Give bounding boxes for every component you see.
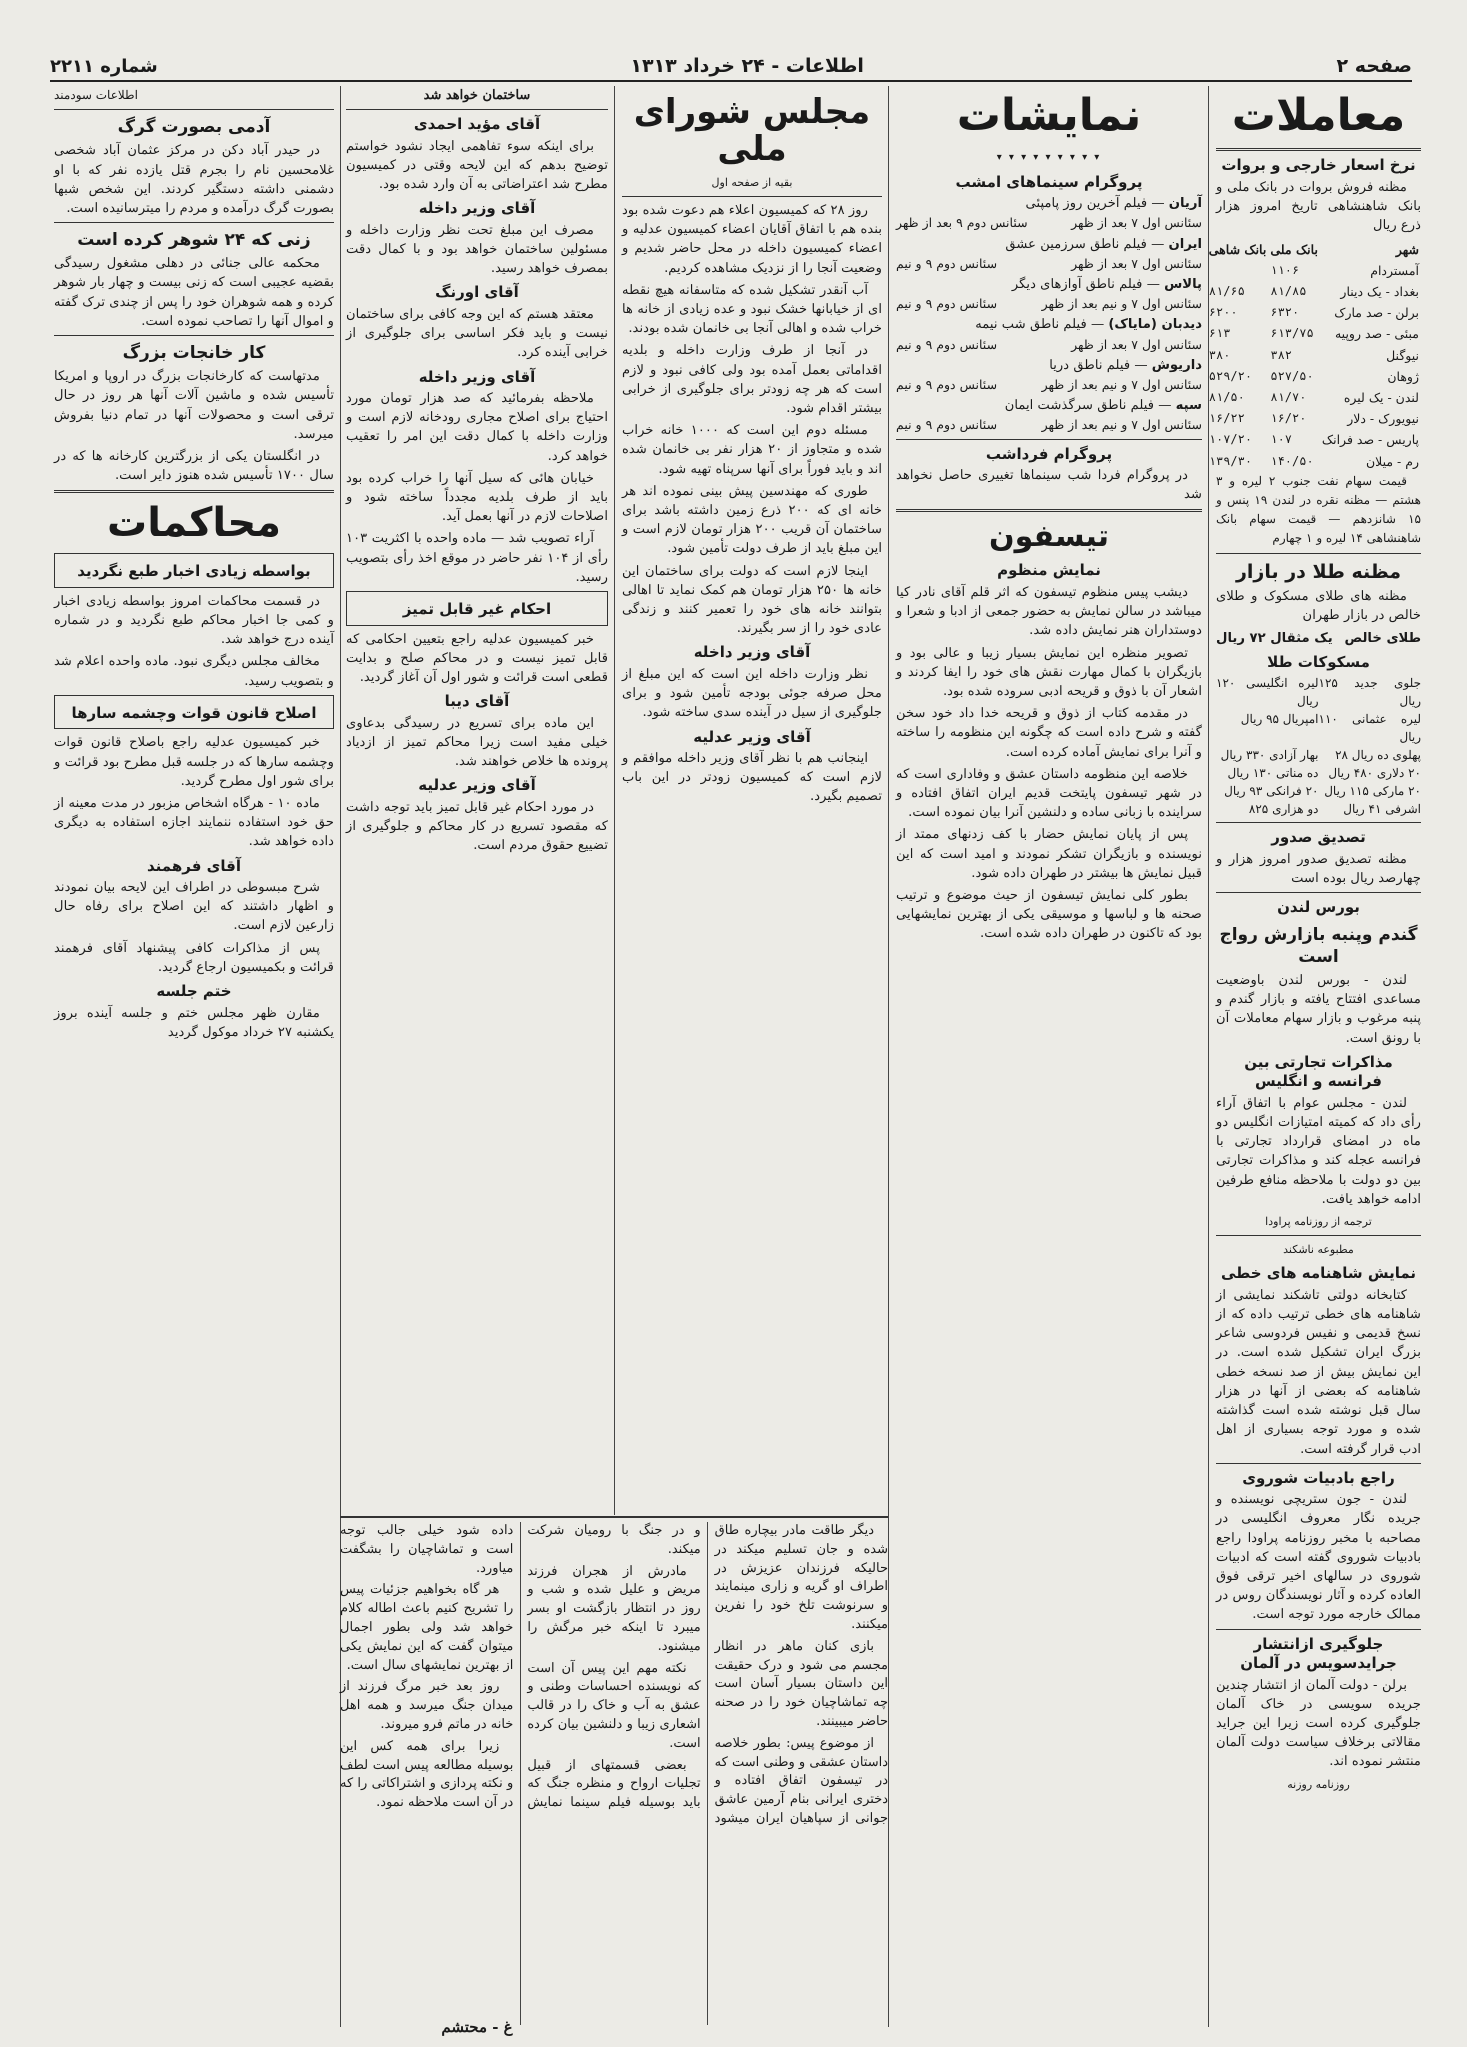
- coin-item: لیره عثمانی ۱۱۰ ریال: [1318, 712, 1421, 745]
- bottom-band: [340, 1522, 888, 2025]
- debate-s7-text: در مورد احکام غیر قابل تمیز باید توجه داشت که مقصود تسریع در کار محاکم و جلوگیری از تضییع حقوق مردم است.: [346, 799, 608, 854]
- section-title-parliament: مجلس شورای ملی: [633, 92, 871, 170]
- rate-melli: ۶۳۲۰: [1270, 305, 1300, 320]
- verse-paragraph: در مقدمه کتاب از ذوق و قریحه خدا داد خود سخن گفته و شرح داده است که چگونه این منظومه را ساخته و آنرا برای نمایش آماده کرده است.: [896, 706, 1202, 760]
- cinema-show-1: سئانس اول ۷ بعد از ظهر: [1071, 336, 1202, 352]
- cinemas-list: [896, 194, 1202, 434]
- rate-row: [1207, 408, 1421, 429]
- debate-s3-heading: آقای اورنگ: [435, 283, 519, 302]
- cinema-name: سپه: [1175, 398, 1202, 414]
- rate-shahi: ۸۱/۵۰: [1208, 389, 1245, 404]
- bottom-paragraph: دیگر طاقت مادر بیچاره طاق شده و جان تسلیم میکند در حالیکه فرزندان عزیزش در اطراف او گریه و زاری مینمایند و سرنوشت تلخ خود را نفرین میکنند.: [714, 1523, 888, 1632]
- exhibit-heading: نمایش شاهنامه های خطی: [1220, 1264, 1417, 1283]
- parliament-subtitle: بقیه از صفحه اول: [711, 175, 793, 189]
- tomorrow-text: در پروگرام فردا شب سینماها تغییری حاصل نخواهد شد: [896, 468, 1202, 503]
- debate-s3-text: معتقد هستم که این وجه کافی برای ساختمان نیست و باید فکر اساسی برای جلوگیری از خرابی آینده کرد.: [346, 306, 608, 361]
- trade-heading: مذاکرات تجارتی بین فرانسه و انگلیس: [1244, 1052, 1393, 1091]
- german-source: روزنامه روزنه: [1287, 1777, 1350, 1791]
- bottom-paragraph: از موضوع پیس: بطور خلاصه داستان عشقی و وطنی است که در تیسفون اتفاق افتاده و دختری ایرانی بنام آرمین عاشق جوانی از سپاهیان ایران میشود و در جنگ با رومیان شرکت میکند.: [527, 1523, 888, 1826]
- bottom-paragraph: زیرا برای همه کس این بوسیله مطالعه پیس است لطف و نکته پردازی و اشتراکاتی را که در آن است ملاحظه نمود.: [340, 1738, 514, 1811]
- coins-heading: مسکوکات طلا: [1267, 652, 1370, 671]
- signature: غ - محتشم: [441, 2018, 513, 2036]
- tomorrow-heading: پروگرام فرداشب: [985, 444, 1113, 463]
- debate-s1-text: برای اینکه سوء تفاهمی ایجاد نشود خواستم توضیح بدهم که این لایحه وقتی در کمیسیون مطرح شد اعتراضاتی به آن وارد شده بود.: [346, 138, 608, 193]
- verse-paragraph: دیشب پیس منظوم تیسفون که اثر قلم آقای نادر کیا میباشد در سالن نمایش به حضور جمعی از ادبا و شعرا و دوستداران هنر نمایش داده شد.: [896, 584, 1202, 639]
- debate-s6-text: این ماده برای تسریع در رسیدگی بدعاوی خیلی مفید است زیرا محاکم تمیز از ازدیاد پرونده ها خلاص خواهند شد.: [346, 715, 608, 770]
- cinema-entry: پالاس — فیلم ناطق آوازهای دیگر سئانس اول ۷ و نیم بعد از ظهر سئانس دوم ۹ و نیم: [896, 275, 1202, 313]
- cinema-name: پالاس: [1164, 276, 1202, 292]
- bottom-band-rule: [340, 1516, 888, 1518]
- rate-row: [1207, 387, 1421, 408]
- qanat-text2: ماده ۱۰ - هرگاه اشخاص مزبور در مدت معینه از حق خود استفاده ننمایند اجازه استفاده به دیگری داده خواهد شد.: [54, 795, 334, 850]
- literature-heading: راجع بادبیات شوروی: [1242, 1468, 1395, 1487]
- coin-item: ده مناتی ۱۳۰ ریال: [1227, 766, 1319, 781]
- header-shahi: بانک شاهی: [1208, 241, 1267, 257]
- parliament-s2-heading: آقای وزیر داخله: [693, 643, 811, 662]
- cinema-entry: دیدبان (مایاک) — فیلم ناطق شب نیمه سئانس اول ۷ بعد از ظهر سئانس دوم ۹ و نیم: [896, 315, 1202, 353]
- page-number: صفحه ۲: [1336, 55, 1412, 77]
- qanat-law-box: [54, 695, 334, 730]
- parliament-paragraph: آب آنقدر تشکیل شده که متاسفانه هیچ نقطه ای از خیابانها خشک نبود و عده زیادی از خانه ها خراب شده و اهالی آنجا بی خانمان شده بودند.: [622, 282, 882, 337]
- farahmand-text2: پس از مذاکرات کافی پیشنهاد آقای فرهمند قرائت و بکمیسیون ارجاع گردید.: [54, 940, 334, 975]
- rate-melli: ۱۴۰/۵۰: [1270, 453, 1314, 468]
- german-text: برلن - دولت آلمان از انتشار چندین جریده سویسی در خاک آلمان جلوگیری کرده است زیرا این جراید مقالاتی برخلاف سیاست دولت آلمان منتشر نموده اند.: [1216, 1677, 1421, 1770]
- rate-shahi: ۶۱۳: [1208, 326, 1231, 341]
- factories-text: مدتهاست که کارخانجات بزرگ در اروپا و امریکا تأسیس شده و ماشین آلات آنها هر روز در حال ترقی است و محصولات آنها در تمام دنیا بفروش میرسد.: [54, 369, 334, 442]
- verse-paragraph: خلاصه این منظومه داستان عشق و وفاداری است که در شهر تیسفون پایتخت قدیم ایران اتفاق افتاده و سراینده با زبانی ساده و دلنشین آنرا بیان نموده است.: [896, 766, 1202, 821]
- german-heading: جلوگیری ازانتشار جرایدسویس در آلمان: [1240, 1634, 1397, 1673]
- rate-row: [1207, 429, 1421, 450]
- rate-melli: ۳۸۲: [1270, 347, 1293, 362]
- column-parliament: [622, 86, 882, 1516]
- parliament-paragraph: مسئله دوم این است که ۱۰۰۰ خانه خراب شده و متجاوز از ۲۰ هزار نفر بی خانمان شده اند و باید فوراً برای آنها سرپناه تهیه شود.: [622, 423, 882, 477]
- cinema-film: فیلم ناطق دریا: [1049, 357, 1131, 373]
- rate-row: [1207, 366, 1421, 387]
- non-appealable-box: [346, 591, 608, 626]
- trials-notice-heading: بواسطه زیادی اخبار طبع نگردید: [77, 562, 311, 581]
- parliament-paragraph: در آنجا از طرف وزارت داخله و بلدیه اقداماتی بعمل آمده بود ولی کافی نبود و لازم است که هر چه زودتر برای جلوگیری از خرابی بیشتر اقدام شود.: [622, 343, 882, 417]
- rate-shahi: [1207, 260, 1269, 281]
- cinema-show-1: سئانس اول ۷ بعد از ظهر: [1071, 255, 1202, 271]
- trade-source: ترجمه از روزنامه پراودا: [1265, 1214, 1372, 1228]
- rate-melli: ۸۱/۸۵: [1270, 283, 1307, 298]
- session-end-heading: ختم جلسه: [156, 982, 232, 1001]
- cinema-show-1: سئانس اول ۷ بعد از ظهر: [1071, 215, 1202, 231]
- debate-s2-text: مصرف این مبلغ تحت نظر وزارت داخله و مسئولین ساختمان خواهد بود و با کمال دقت بمصرف خواهد رسید.: [346, 222, 608, 277]
- rate-shahi: ۱۰۷/۲۰: [1208, 432, 1253, 447]
- gold-heading: مظنه طلا در بازار: [1235, 560, 1402, 583]
- bottom-band-columns: [340, 1522, 888, 2025]
- rates-body: [1207, 260, 1421, 472]
- gold-intro: مظنه های طلای مسکوک و طلای خالص در بازار طهران: [1216, 589, 1421, 624]
- header-city: شهر: [1395, 241, 1419, 257]
- column-debate: [346, 86, 608, 1516]
- rates-intro: مظنه فروش بروات در بانک ملی و بانک شاهنشاهی تاریخ امروز هزار ذرع ریال: [1216, 179, 1421, 234]
- tasdiq-text: مظنه تصدیق صدور امروز هزار و چهارصد ریال بوده است: [1216, 851, 1421, 887]
- coins-list: [1216, 674, 1421, 818]
- parliament-paragraph: اینجا لازم است که دولت برای ساختمان این خانه ها ۲۵۰ هزار تومان هم کمک نماید تا اهالی بتوانند خانه های خود را تعمیر کنند و زندگی عادی خود را از سر بگیرند.: [622, 563, 882, 637]
- parliament-s3-text: اینجانب هم با نظر آقای وزیر داخله موافقم و لازم است که کمیسیون زودتر در این باب تصمیم بگیرد.: [622, 751, 882, 805]
- rate-row: [1207, 345, 1421, 366]
- cinema-film: فیلم ناطق سرزمین عشق: [1005, 236, 1147, 252]
- rate-city: پاریس - صد فرانک: [1321, 432, 1419, 448]
- wolf-heading: آدمی بصورت گرگ: [117, 117, 271, 138]
- verse-paragraph: تصویر منظره این نمایش بسیار زیبا و عالی بود و بازیگران با کمال مهارت نقش های خود را ایفا کردند و اشعار آن با ذوق و قریحه ادبی سروده شده بود.: [896, 645, 1202, 699]
- coin-item: امپریال ۹۵ ریال: [1240, 712, 1319, 727]
- coin-item: ۲۰ مارکی ۱۱۵ ریال: [1324, 784, 1421, 799]
- rate-row: [1207, 281, 1421, 302]
- section-title-shows: نمایشات: [956, 90, 1142, 141]
- bottom-paragraph: بازی کنان ماهر در انظار مجسم می شود و درک حقیقت این داستان بسیار آسان است چه تماشاچیان خود را در صحنه حاضر میبینند.: [714, 1638, 888, 1729]
- farahmand-heading: آقای فرهمند: [147, 856, 241, 875]
- exhibit-text: کتابخانه دولتی تاشکند نمایشی از شاهنامه های خطی ترتیب داده که از نسخ قدیمی و نفیس فردوسی شاعر بزرگ ایران تشکیل شده است. در این نمایش بیش از صد نسخه خطی شاهنامه که بعضی از آنها در هزار سال قبل نوشته شده است گذاشته شده و مورد توجه بسیاری از اهل ادب قرار گرفته است.: [1216, 1287, 1421, 1457]
- tasdiq-heading: تصدیق صدور: [1271, 828, 1366, 847]
- debate-s1-heading: آقای مؤید احمدی: [413, 115, 541, 134]
- factories-heading: کار خانجات بزرگ: [122, 343, 266, 364]
- qanat-text: خبر کمیسیون عدلیه راجع باصلاح قانون قوات وچشمه سارها که در جلسه قبل مطرح بود قرائت و برای شور اول مطرح گردید.: [54, 735, 334, 789]
- cinema-show-2: سئانس دوم ۹ و نیم: [896, 255, 998, 271]
- rate-city: لندن - یک لیره: [1343, 389, 1419, 405]
- table-header-row: [1207, 239, 1421, 260]
- header-melli: بانک ملی: [1270, 241, 1318, 257]
- rate-row: [1207, 451, 1421, 472]
- parliament-paragraph: روز ۲۸ که کمیسیون اعلاء هم دعوت شده بود بنده هم با اتفاق آقایان اعضاء کمیسیون عدلیه و اعضاء کمیسیون داخله در محل حاضر شدیم و وضعیت آنجا را از نزدیک مشاهده کردیم.: [622, 202, 882, 276]
- coin-item: بهار آزادی ۳۳۰ ریال: [1220, 748, 1319, 763]
- rates-heading: نرخ اسعار خارجی و بروات: [1221, 156, 1416, 175]
- rate-row: [1207, 260, 1421, 281]
- cinema-entry: ایران — فیلم ناطق سرزمین عشق سئانس اول ۷ بعد از ظهر سئانس دوم ۹ و نیم: [896, 235, 1202, 273]
- coin-item: ۲۰ دلاری ۴۸۰ ریال: [1328, 766, 1421, 781]
- woman-heading: زنی که ۲۴ شوهر کرده است: [77, 230, 311, 251]
- bottom-paragraph: هر گاه بخواهیم جزئیات پیس را تشریح کنیم باعث اطاله کلام خواهد شد ولی بطور اجمال میتوان گفت که این نمایش یکی از بهترین نمایشهای سال است.: [340, 1582, 514, 1673]
- debate-s6-heading: آقای دیبا: [444, 692, 510, 711]
- cinema-film: فیلم آخرین روز پامپئی: [1025, 196, 1148, 212]
- debate-s7-heading: آقای وزیر عدلیه: [418, 776, 536, 795]
- trials-notice-text: در قسمت محاکمات امروز بواسطه زیادی اخبار و کمی جا اخبار محاکم طبع نگردید و در شماره آینده درج خواهد شد.: [54, 593, 334, 648]
- column-useful-news: [54, 86, 334, 2025]
- cinema-show-2: سئانس دوم ۹ و نیم: [896, 336, 998, 352]
- debate-top-title: ساختمان خواهد شد: [423, 88, 531, 103]
- london-heading: بورس لندن: [1277, 898, 1360, 917]
- cinema-show-2: سئانس دوم ۹ و نیم: [896, 417, 998, 433]
- london-subheading: گندم وپنبه بازارش رواج است: [1219, 924, 1418, 967]
- rate-shahi: ۱۶/۲۲: [1208, 411, 1245, 426]
- bottom-paragraph: مادرش از هجران فرزند مریض و علیل شده و شب و روز در انتظار بازگشت او بسر میبرد تا اینکه خبر مرگش را میشنود.: [527, 1563, 701, 1654]
- coin-item: پهلوی ده ریال ۲۸: [1335, 748, 1421, 763]
- rate-shahi: ۱۳۹/۳۰: [1208, 453, 1253, 468]
- parliament-s3-heading: آقای وزیر عدلیه: [693, 727, 811, 746]
- coin-item: لیره انگلیسی ۱۲۰ ریال: [1216, 676, 1319, 709]
- cinema-show-1: سئانس اول ۷ و نیم بعد از ظهر: [1041, 376, 1202, 392]
- rate-shahi: ۸۱/۶۵: [1208, 283, 1245, 298]
- rate-melli: ۶۱۳/۷۵: [1270, 326, 1314, 341]
- pure-gold-value: یک مثقال ۷۲ ریال: [1216, 630, 1333, 646]
- coin-item: ۲۰ فرانکی ۹۳ ریال: [1224, 784, 1319, 799]
- column-transactions: [1208, 86, 1422, 2025]
- cinema-show-2: سئانس دوم ۹ بعد از ظهر: [896, 215, 1028, 231]
- bottom-paragraph: بعضی قسمتهای از قبیل تجلیات ارواح و منظره جنگ که باید بوسیله فیلم سینما نمایش داده شود خیلی جالب توجه است و تماشاچیان را بشگفت میاورد.: [340, 1523, 701, 1811]
- verse-heading: نمایش منظوم: [997, 561, 1101, 580]
- debate-s5-heading: احکام غیر قابل تمیز: [402, 600, 552, 619]
- cinema-name: ایران: [1168, 236, 1202, 252]
- rate-shahi: ۳۸۰: [1208, 347, 1231, 362]
- rate-melli: ۱۰۷: [1270, 432, 1293, 447]
- cinema-name: آریان: [1168, 196, 1202, 212]
- rates-note: قیمت سهام نفت جنوب ۲ لیره و ۳ هشتم — مظنه نقره در لندن ۱۹ پنس و ۱۵ شانزدهم — قیمت سهام بانک شاهنشاهی ۱۴ لیره و ۱ چهارم: [1216, 473, 1422, 546]
- rate-row: [1207, 323, 1421, 344]
- section-title-tisfoon: تیسفون: [988, 519, 1110, 555]
- debate-s4-text: ملاحظه بفرمائید که صد هزار تومان مورد احتیاج برای اصلاح مجاری رودخانه لازم است و وزارت داخله با کمال دقت این امر را تعقیب خواهد کرد.: [346, 391, 608, 464]
- rate-city: ژوهان: [1387, 368, 1419, 384]
- cinema-name: دیدبان (مایاک): [1108, 317, 1202, 333]
- bottom-paragraph: روز بعد خبر مرگ فرزند از میدان جنگ میرسد و همه اهل خانه در ماتم فرو میروند.: [340, 1679, 514, 1732]
- cinema-film: فیلم ناطق شب نیمه: [975, 317, 1087, 333]
- column-shows: نمایشات ▾ ▾ ▾ ▾ ▾ ▾ ▾ ▾ ▾ پروگرام سینماهای امشب آریان — فیلم آخرین روز پامپئی سئانس اول ۷ بعد از ظهر سئانس دوم ۹ بعد از ظهر ایران — فیلم ناطق سرزمین عشق سئانس اول ۷ بعد از ظهر سئانس دوم ۹ و نیم پالاس — فیلم ناطق آوازهای دیگر سئانس اول ۷ و نیم بعد از ظهر سئانس دوم ۹ و نیم دیدبان (مایاک) — فیلم ناطق شب نیمه سئانس اول ۷ بعد از ظهر سئانس دوم ۹ و نیم داریوش — فیلم ناطق دریا سئانس اول ۷ و نیم بعد از ظهر سئانس دوم ۹ و نیم سپه — فیلم ناطق سرگذشت ایمان سئانس اول ۷ و نیم بعد از ظهر سئانس دوم ۹ و نیم پروگرام فرداشب در پروگرام فردا شب سینماها تغییری حاصل نخواهد شد تیسفون نمایش منظوم دیشب پیس منظوم تیسفون که اثر قلم آقای نادر کیا میباشد در سالن نمایش به حضور جمعی از ادبا و شعرا و دوستداران هنر نمایش داده شد. تصویر منظره این نمایش بسیار زیبا و عالی بود و بازیگران با کمال مهارت نقش های خود را ایفا کردند و اشعار آن با ذوق و قریحه ادبی سروده شده بود. در مقدمه کتاب از ذوق و قریحه خدا داد خود سخن گفته و شرح داده است که چگونه این منظومه را ساخته و آنرا برای نمایش آماده کرده است. خلاصه این منظومه داستان عشق و وفاداری است که در شهر تیسفون پایتخت قدیم ایران اتفاق افتاده و سراینده با زبانی ساده و دلنشین آنرا بیان نموده است. پس از پایان نمایش حضار با کف زدنهای ممتد از نویسنده و بازیگران تشکر نمودند و امید است که این قبیل نمایش ها بیشتر در طهران داده شود. بطور کلی نمایش تیسفون از حیث موضوع و ترتیب صحنه ها و لباسها و موسیقی یکی از بهترین نمایشهایی بود که تاکنون در طهران داده شده است.: [896, 86, 1202, 2025]
- rate-shahi: ۶۲۰۰: [1208, 305, 1238, 320]
- rate-melli: ۱۱۰۶: [1270, 262, 1300, 277]
- woman-text: محکمه عالی جنائی در دهلی مشغول رسیدگی بقضیه عجیبی است که زنی بیست و چهار بار شوهر کرده و همه شوهران خود را پس از چندی ترک گفته و اموال آنها را تصاحب نموده است.: [54, 256, 334, 329]
- london-text: لندن - بورس لندن باوضعیت مساعدی افتتاح یافته و بازار گندم و پنبه مرغوب و بازار سهام معاملات آن با رونق است.: [1216, 972, 1421, 1046]
- session-end-text: مقارن ظهر مجلس ختم و جلسه آینده بروز یکشنبه ۲۷ خرداد موکول گردید: [54, 1005, 334, 1040]
- parliament-paragraph: طوری که مهندسین پیش بینی نموده اند هر خانه ای که ۲۰۰ ذرع زمین داشته باشد برای ساختمان آن قریب ۲۰۰ هزار تومان لازم است و این مبلغ باید از طرف دولت تأمین شود.: [622, 483, 882, 557]
- coin-item: دو هزاری ۸۲۵: [1248, 802, 1319, 817]
- trade-text: لندن - مجلس عوام با اتفاق آراء رأی داد که کمیته امتیازات انگلیس دو ماه در امضای قرارداد تجارتی با فرانسه عجله کند و مذاکرات تجارتی بین دو دولت با ملاحظه منافع طرفین ادامه خواهد یافت.: [1216, 1095, 1421, 1207]
- verse-body: [896, 583, 1202, 944]
- rate-city: بغداد - یک دینار: [1340, 283, 1419, 299]
- coin-item: اشرفی ۴۱ ریال: [1343, 802, 1421, 817]
- rate-city: آمستردام: [1370, 262, 1419, 278]
- rate-city: مبئی - صد روپیه: [1334, 326, 1419, 342]
- column-divider: [614, 86, 615, 1515]
- useful-news-label: اطلاعات سودمند: [54, 88, 138, 102]
- verse-paragraph: بطور کلی نمایش تیسفون از حیث موضوع و ترتیب صحنه ها و لباسها و موسیقی یکی از بهترین نمایشهایی بود که تاکنون در طهران داده شده است.: [896, 887, 1202, 942]
- cinema-show-1: سئانس اول ۷ و نیم بعد از ظهر: [1041, 296, 1202, 312]
- debate-s5-text: خبر کمیسیون عدلیه راجع بتعیین احکامی که قابل تمیز نیست و در محاکم صلح و بدایت قطعی است قرائت و شور اول آن آغاز گردید.: [346, 631, 608, 685]
- debate-s2-heading: آقای وزیر داخله: [418, 199, 536, 218]
- cinema-film: فیلم ناطق آوازهای دیگر: [1011, 276, 1143, 292]
- cinema-name: داریوش: [1151, 357, 1202, 373]
- rate-city: رم - میلان: [1365, 453, 1419, 469]
- trials-notice-box: [54, 553, 334, 588]
- section-title-trials: محاکمات: [107, 500, 281, 547]
- program-heading: پروگرام سینماهای امشب: [955, 172, 1143, 191]
- cinema-entry: سپه — فیلم ناطق سرگذشت ایمان سئانس اول ۷ و نیم بعد از ظهر سئانس دوم ۹ و نیم: [896, 396, 1202, 434]
- factories-text2: در انگلستان یکی از بزرگترین کارخانه ها که در سال ۱۷۰۰ تأسیس شده هنوز دایر است.: [54, 448, 334, 484]
- bottom-paragraph: نکته مهم این پیس آن است که نویسنده احساسات وطنی و عشق به آب و خاک را در قالب اشعاری زیبا و دلنشین بیان کرده است.: [527, 1660, 701, 1751]
- wolf-text: در حیدر آباد دکن در مرکز عثمان آباد شخصی غلامحسین نام را بجرم قتل یازده نفر که با او دشمنی داشته دستگیر کردند. این شخص شبها بصورت گرگ درآمده و مردم را میترسانیده است.: [54, 143, 334, 216]
- coin-item: جلوی جدید ۱۲۵ ریال: [1318, 676, 1421, 709]
- parliament-s2-text: نظر وزارت داخله این است که این مبلغ از محل صرفه جوئی بودجه تأمین شود و برای جلوگیری از سیل در آینده سدی ساخته شود.: [622, 666, 882, 721]
- verse-paragraph: پس از پایان نمایش حضار با کف زدنهای ممتد از نویسنده و بازیگران تشکر نمودند و امید است که این قبیل نمایش ها بیشتر در طهران داده شود.: [896, 827, 1202, 881]
- rate-city: برلن - صد مارک: [1334, 305, 1419, 321]
- masthead: [50, 52, 1412, 82]
- qanat-heading: اصلاح قانون قوات وچشمه سارها: [71, 703, 317, 722]
- rate-row: [1207, 302, 1421, 323]
- debate-s4-text2: خیابان هائی که سیل آنها را خراب کرده بود باید از طرف بلدیه مجدداً ساخته شود و اصلاحات لازم در آنها بعمل آید.: [346, 470, 608, 525]
- rate-melli: ۸۱/۷۰: [1270, 389, 1307, 404]
- rate-melli: ۵۲۷/۵۰: [1270, 368, 1314, 383]
- exchange-rates-table: [1207, 239, 1421, 472]
- rate-shahi: ۵۲۹/۲۰: [1208, 368, 1253, 383]
- trials-notice-text2: مخالف مجلس دیگری نبود. ماده واحده اعلام شد و بتصویب رسید.: [54, 654, 334, 689]
- parliament-body: [622, 201, 882, 638]
- section-title-transactions: معاملات: [1231, 90, 1406, 141]
- farahmand-text: شرح مبسوطی در اطراف این لایحه بیان نمودند و اظهار داشتند که این اصلاح برای رفاه حال زارعین لازم است.: [54, 880, 334, 934]
- rate-melli: ۱۶/۲۰: [1270, 411, 1307, 426]
- column-divider: [888, 86, 889, 2027]
- cinema-show-2: سئانس دوم ۹ و نیم: [896, 296, 998, 312]
- masthead-title: اطلاعات - ۲۴ خرداد ۱۳۱۳: [630, 55, 864, 77]
- rate-city: نیویورک - دلار: [1347, 411, 1419, 427]
- rate-city: نیوگنل: [1386, 347, 1419, 363]
- cinema-show-2: سئانس دوم ۹ و نیم: [896, 376, 998, 392]
- issue-number: شماره ۲۲۱۱: [50, 55, 158, 77]
- pure-gold-label: طلای خالص: [1344, 630, 1421, 646]
- literature-text: لندن - جون ستریچی نویسنده و جریده نگار معروف انگلیسی در مصاحبه با مخبر روزنامه پراودا راجع بادبیات شوروی گفته است که ادبیات شوروی در سالهای اخیر ترقی فوق العاده کرده و آثار نویسندگان روس در ممالک خارجه مورد توجه است.: [1216, 1492, 1421, 1623]
- exhibit-label: مطبوعه ناشکند: [1283, 1243, 1354, 1257]
- cinema-film: فیلم ناطق سرگذشت ایمان: [1004, 398, 1155, 414]
- cinema-show-1: سئانس اول ۷ و نیم بعد از ظهر: [1041, 417, 1202, 433]
- debate-s4-heading: آقای وزیر داخله: [418, 367, 536, 386]
- vote-text: آراء تصویب شد — ماده واحده با اکثریت ۱۰۳ رأی از ۱۰۴ نفر حاضر در موقع اخذ رأی بتصویب رسید.: [346, 531, 608, 585]
- cinema-entry: داریوش — فیلم ناطق دریا سئانس اول ۷ و نیم بعد از ظهر سئانس دوم ۹ و نیم: [896, 356, 1202, 394]
- cinema-entry: آریان — فیلم آخرین روز پامپئی سئانس اول ۷ بعد از ظهر سئانس دوم ۹ بعد از ظهر: [896, 194, 1202, 232]
